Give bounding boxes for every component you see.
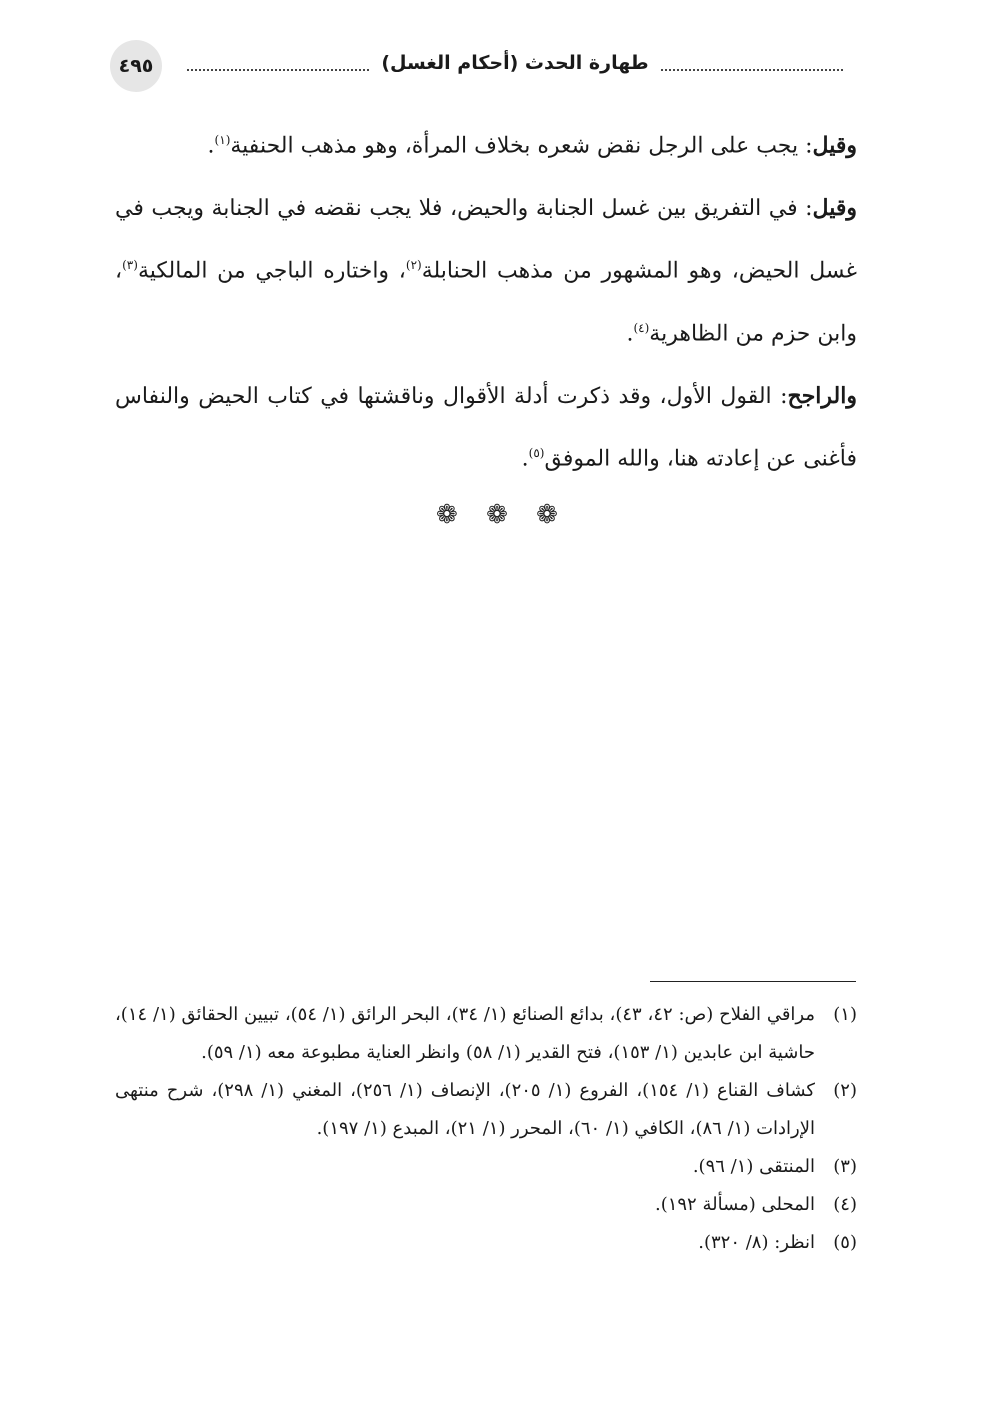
footnote-number: (٥) <box>833 1232 857 1253</box>
paragraph-text: : القول الأول، وقد ذكرت أدلة الأقوال وناقشتها في كتاب الحيض والنفاس فأغنى عن إعادته هنا، والله الموفق <box>115 383 857 472</box>
section-ornament: ❁ ❁ ❁ <box>436 500 568 530</box>
footnote-text: كشاف القناع (١/ ١٥٤)، الفروع (١/ ٢٠٥)، الإنصاف (١/ ٢٥٦)، المغني (١/ ٢٩٨)، شرح منتهى الإرادات (١/ ٨٦)، الكافي (١/ ٦٠)، المحرر (١/ ٢١)، المبدع (١/ ١٩٧). <box>115 1080 816 1139</box>
paragraph-lead: وقيل <box>812 195 857 222</box>
paragraph-text: : يجب على الرجل نقض شعره بخلاف المرأة، وهو مذهب الحنفية <box>230 133 813 159</box>
footnote-item <box>115 1186 857 1224</box>
footnote-separator <box>650 981 856 982</box>
paragraph-lead: والراجح <box>787 382 857 409</box>
running-title <box>175 52 855 74</box>
footnote-text: المنتقى (١/ ٩٦). <box>692 1156 815 1177</box>
footnote-ref: (٣) <box>122 258 138 273</box>
footnote-number: (١) <box>833 1004 857 1025</box>
footnote-ref: (١) <box>214 133 231 147</box>
paragraph-end: . <box>521 446 529 472</box>
paragraph-text: : في التفريق بين غسل الجنابة والحيض، فلا يجب نقضه في الجنابة ويجب في غسل الحيض، وهو المشهور من مذهب الحنابلة <box>115 196 857 284</box>
footnote-text: مراقي الفلاح (ص: ٤٢، ٤٣)، بدائع الصنائع (١/ ٣٤)، البحر الرائق (١/ ٥٤)، تبيين الحقائق (١/ ١٤)، حاشية ابن عابدين (١/ ١٥٣)، فتح القدير (١/ ٥٨) وانظر العناية مطبوعة معه (١/ ٥٩). <box>115 1004 816 1063</box>
dot-leader-right <box>661 55 843 71</box>
running-title-text: طهارة الحدث (أحكام الغسل) <box>381 52 649 74</box>
paragraph-text: ، واختاره الباجي من المالكية <box>137 258 406 284</box>
page-header <box>110 40 855 110</box>
paragraph-end: . <box>207 133 215 159</box>
paragraph-2 <box>115 180 857 362</box>
footnote-item <box>115 1148 857 1186</box>
footnote-text: انظر: (٨/ ٣٢٠). <box>698 1232 815 1253</box>
paragraph-end: . <box>626 320 634 346</box>
footnote-item <box>115 1224 857 1262</box>
footnotes <box>115 996 857 1262</box>
paragraph-lead: وقيل <box>812 132 857 159</box>
paragraph-1 <box>115 112 857 174</box>
footnote-number: (٣) <box>833 1156 857 1177</box>
footnote-number: (٤) <box>833 1194 857 1215</box>
dot-leader-left <box>187 55 369 71</box>
footnote-ref: (٥) <box>528 445 545 460</box>
footnote-number: (٢) <box>833 1080 857 1101</box>
footnote-text: المحلى (مسألة ١٩٢). <box>654 1194 815 1215</box>
footnote-ref: (٤) <box>633 320 650 335</box>
paragraph-3 <box>115 368 857 487</box>
footnote-item <box>115 1072 857 1148</box>
footnote-ref: (٢) <box>405 258 422 273</box>
paragraph-text: ، وابن حزم من الظاهرية <box>115 258 857 346</box>
page-number: ٤٩٥ <box>110 40 162 92</box>
main-text <box>115 112 857 493</box>
footnote-item <box>115 996 857 1072</box>
